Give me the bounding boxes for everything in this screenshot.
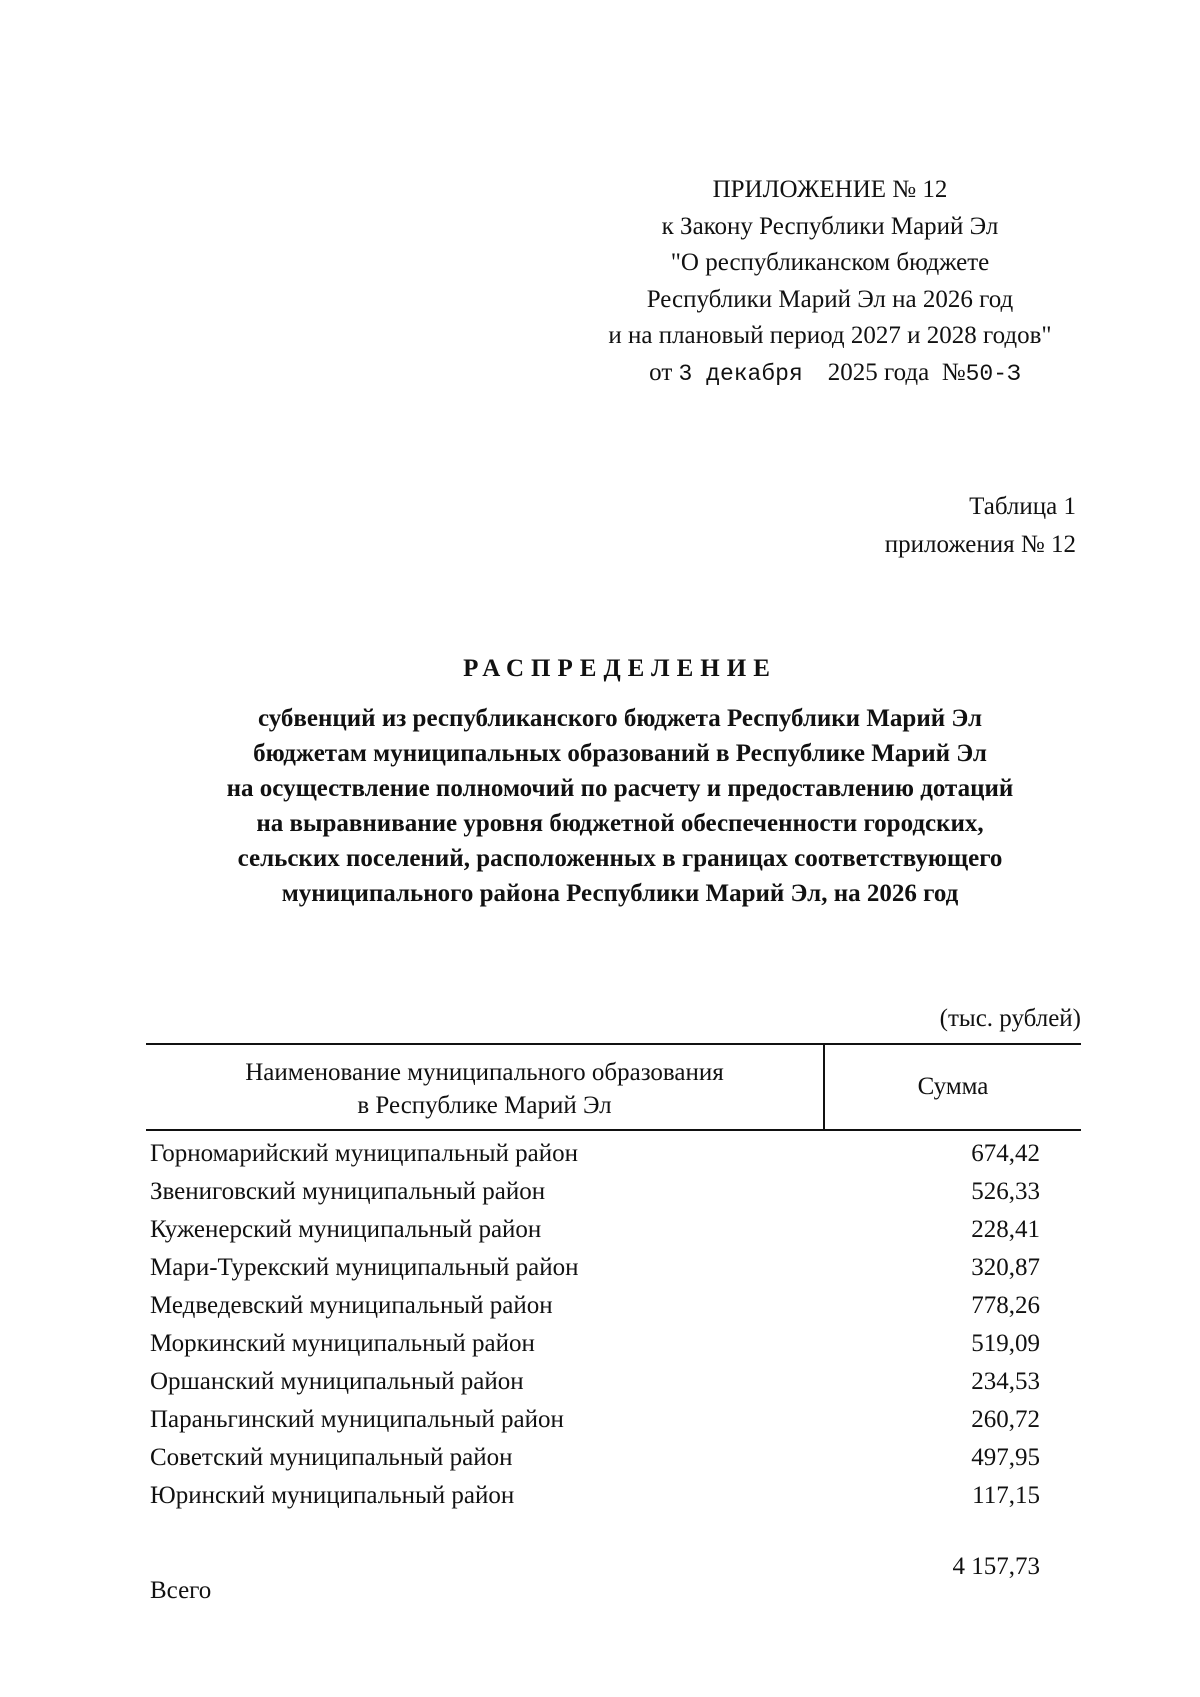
- appendix-law-name-2: Республики Марий Эл на 2026 год: [646, 285, 1014, 313]
- date-day: 3 декабря: [678, 360, 803, 387]
- heading-line: муниципального района Республики Марий Эл, на 2026 год: [281, 880, 959, 907]
- row-value: 234,53: [971, 1368, 1040, 1395]
- date-prefix: от: [649, 358, 673, 386]
- table-row: [150, 1178, 1040, 1216]
- row-name: Мари-Турекский муниципальный район: [150, 1254, 579, 1281]
- column-header-sum: Сумма: [917, 1073, 989, 1100]
- appendix-header: [560, 172, 1100, 392]
- heading-line: на выравнивание уровня бюджетной обеспеченности городских,: [256, 810, 984, 837]
- row-value: 519,09: [971, 1330, 1040, 1357]
- row-value: 674,42: [971, 1140, 1040, 1167]
- appendix-law-name-1: "О республиканском бюджете: [670, 249, 990, 276]
- table-row: [150, 1444, 1040, 1482]
- row-value: 228,41: [971, 1216, 1040, 1243]
- row-name: Куженерский муниципальный район: [150, 1216, 542, 1243]
- row-value: 320,87: [971, 1254, 1040, 1281]
- table-number: Таблица 1: [969, 493, 1076, 520]
- appendix-law-name-3: и на плановый период 2027 и 2028 годов": [608, 322, 1052, 349]
- total-label: Всего: [150, 1577, 212, 1604]
- table-row: [150, 1368, 1040, 1406]
- row-name: Параньгинский муниципальный район: [150, 1406, 564, 1433]
- table-row: [150, 1140, 1040, 1178]
- row-name: Горномарийский муниципальный район: [150, 1140, 578, 1167]
- row-value: 778,26: [971, 1292, 1040, 1319]
- row-name: Советский муниципальный район: [150, 1444, 513, 1471]
- units-label: (тыс. рублей): [939, 1005, 1081, 1032]
- table-reference: [885, 488, 1076, 564]
- total-value: 4 157,73: [952, 1553, 1040, 1580]
- table-row: [150, 1482, 1040, 1520]
- total-row: [150, 1553, 1040, 1613]
- document-heading: [150, 655, 1090, 911]
- row-name: Моркинский муниципальный район: [150, 1330, 535, 1357]
- table-appendix-ref: приложения № 12: [884, 531, 1076, 558]
- row-value: 117,15: [972, 1482, 1040, 1509]
- heading-line: на осуществление полномочий по расчету и предоставлению дотаций: [226, 775, 1014, 802]
- column-header-name-line1: Наименование муниципального образования: [245, 1059, 724, 1086]
- table-body: [150, 1140, 1040, 1520]
- column-header-name-line2: в Республике Марий Эл: [357, 1092, 612, 1119]
- heading-title: РАСПРЕДЕЛЕНИЕ: [463, 655, 777, 682]
- row-value: 526,33: [971, 1178, 1040, 1205]
- row-name: Звениговский муниципальный район: [150, 1178, 546, 1205]
- appendix-date-line: [560, 355, 1100, 393]
- row-name: Оршанский муниципальный район: [150, 1368, 524, 1395]
- row-name: Юринский муниципальный район: [150, 1482, 515, 1509]
- heading-line: сельских поселений, расположенных в границах соответствующего: [237, 845, 1003, 872]
- table-row: [150, 1216, 1040, 1254]
- table-header: [146, 1043, 1081, 1131]
- appendix-law-ref: к Закону Республики Марий Эл: [661, 212, 999, 240]
- number-sign: №: [941, 358, 966, 386]
- row-name: Медведевский муниципальный район: [150, 1292, 553, 1319]
- table-row: [150, 1254, 1040, 1292]
- heading-line: субвенций из республиканского бюджета Республики Марий Эл: [257, 705, 983, 732]
- row-value: 497,95: [971, 1444, 1040, 1471]
- appendix-title: ПРИЛОЖЕНИЕ № 12: [712, 176, 948, 203]
- table-row: [150, 1406, 1040, 1444]
- column-header-name: [146, 1045, 823, 1129]
- date-year: 2025 года: [827, 358, 930, 386]
- heading-line: бюджетам муниципальных образований в Республике Марий Эл: [253, 740, 987, 767]
- law-number: 50-З: [965, 360, 1021, 387]
- table-row: [150, 1330, 1040, 1368]
- row-value: 260,72: [971, 1406, 1040, 1433]
- table-row: [150, 1292, 1040, 1330]
